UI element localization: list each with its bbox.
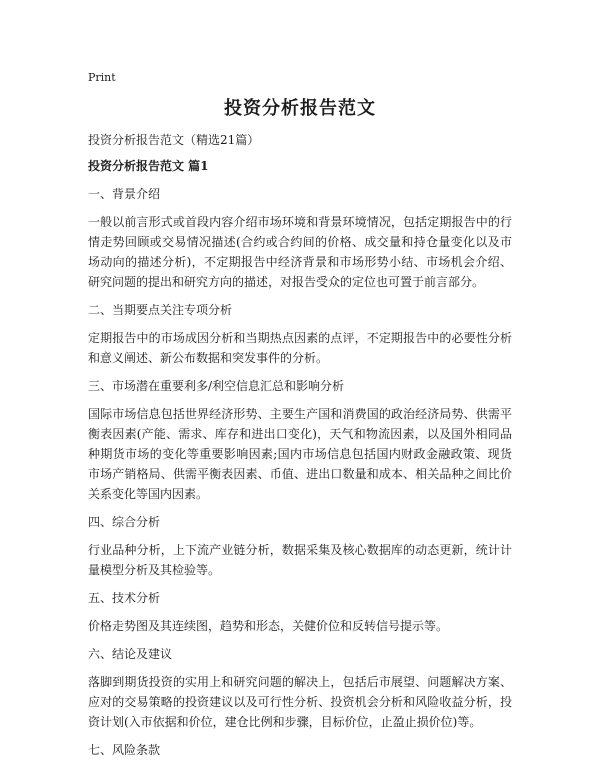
document-subtitle: 投资分析报告范文（精选21篇） bbox=[88, 133, 260, 147]
section-paragraph: 定期报告中的市场成因分析和当期热点因素的点评，不定期报告中的必要性分析和意义阐述、新公布数据和突发事件的分析。 bbox=[88, 331, 512, 365]
print-label[interactable]: Print bbox=[88, 71, 116, 84]
page-title: 投资分析报告范文 bbox=[224, 98, 376, 119]
section-paragraph: 行业品种分析，上下流产业链分析，数据采集及核心数据库的动态更新，统计计量模型分析及其检验等。 bbox=[88, 543, 512, 577]
section-heading: 七、风险条款 bbox=[88, 743, 161, 757]
section-heading: 一、背景介绍 bbox=[88, 187, 161, 201]
section-heading: 四、综合分析 bbox=[88, 515, 161, 529]
section-heading: 六、结论及建议 bbox=[88, 647, 173, 661]
article-title: 投资分析报告范文 篇1 bbox=[88, 159, 209, 173]
section-heading: 二、当期要点关注专项分析 bbox=[88, 303, 233, 317]
document-content bbox=[88, 156, 512, 768]
section-paragraph: 落脚到期货投资的实用上和研究问题的解决上，包括后市展望、问题解决方案、应对的交易策略的投资建议以及可行性分析、投资机会分析和风险收益分析，投资计划(入市依据和价位，建仓比例和步骤，目标价位，止盈止损价位)等。 bbox=[88, 675, 512, 729]
section-heading: 三、市场潜在重要利多/利空信息汇总和影响分析 bbox=[88, 379, 345, 393]
section-paragraph: 国际市场信息包括世界经济形势、主要生产国和消费国的政治经济局势、供需平衡表因素(产能、需求、库存和进出口变化)，天气和物流因素，以及国外相同品种期货市场的变化等重要影响因素;国内市场信息包括国内财政金融政策、现货市场产销格局、供需平衡表因素、币值、进出口数量和成本、相关品种之间比价关系变化等国内因素。 bbox=[88, 407, 512, 501]
section-paragraph: 价格走势图及其连续图，趋势和形态，关健价位和反转信号提示等。 bbox=[88, 619, 449, 633]
section-heading: 五、技术分析 bbox=[88, 591, 161, 605]
section-paragraph: 一般以前言形式或首段内容介绍市场环境和背景环境情况，包括定期报告中的行情走势回顾或交易情况描述(合约或合约间的价格、成交量和持仓量变化以及市场动向的描述分析)，不定期报告中经济背景和市场形势小结、市场机会介绍、研究问题的提出和研究方向的描述，对报告受众的定位也可置于前言部分。 bbox=[88, 215, 512, 289]
